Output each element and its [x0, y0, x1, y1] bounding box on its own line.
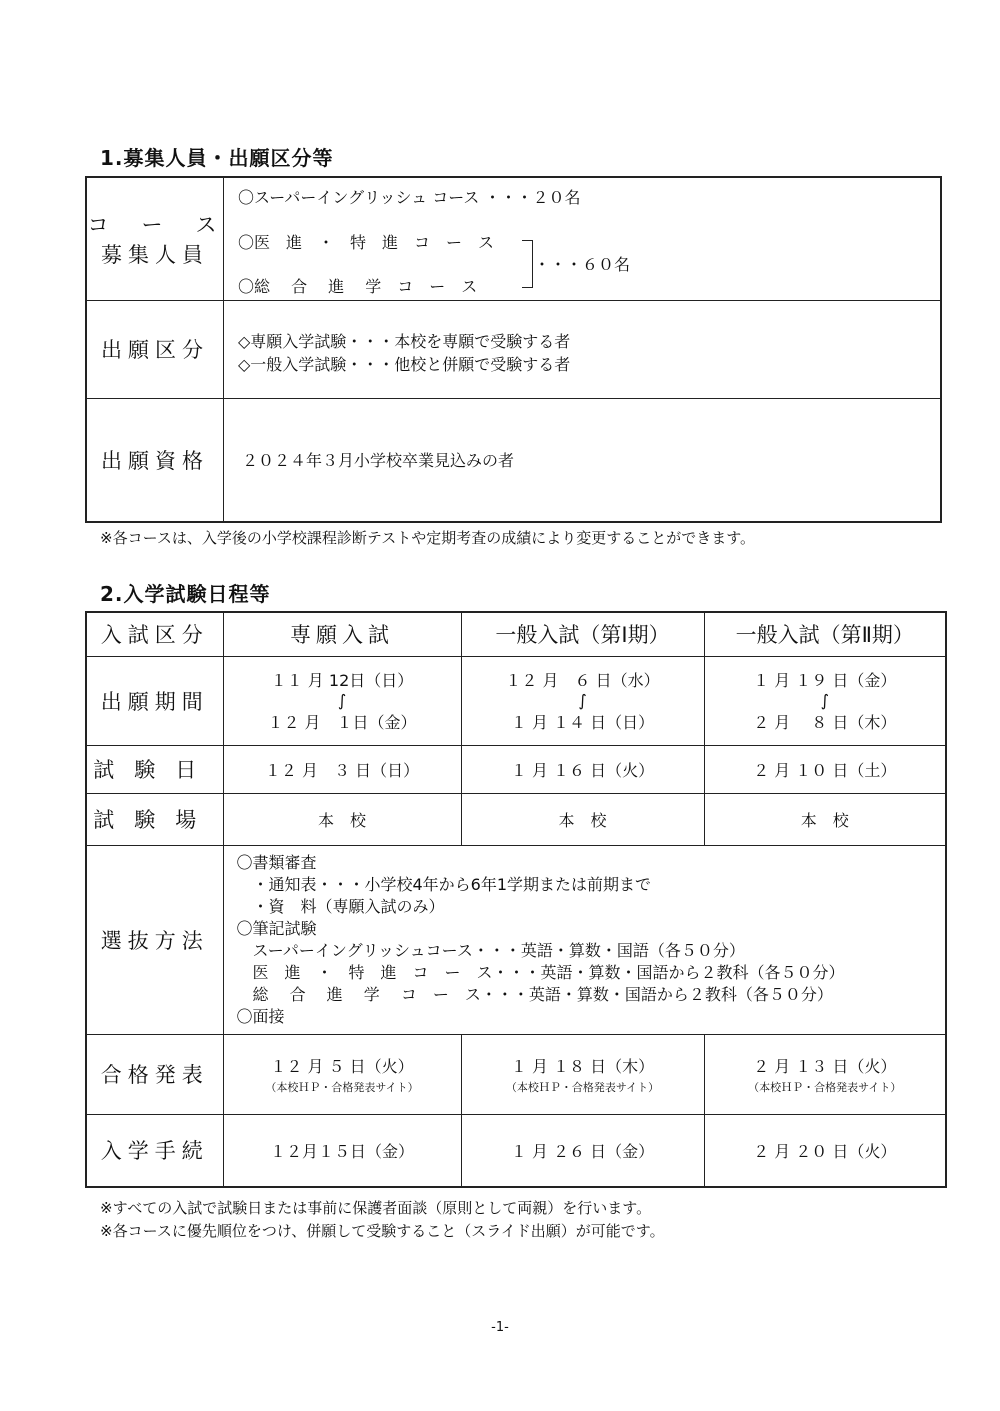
- period-label: 出願期間: [86, 656, 223, 745]
- period-exclusive-sep: ∫: [337, 691, 347, 710]
- period-general-2-sep: ∫: [820, 691, 829, 710]
- course-label-line1: コ ー ス: [87, 212, 223, 237]
- venue-label: 試験場: [86, 793, 223, 845]
- results-general-2-sub: （本校ＨＰ・合格発表サイト）: [748, 1080, 902, 1094]
- results-exclusive-sub: （本校ＨＰ・合格発表サイト）: [265, 1080, 419, 1094]
- selection-content: [223, 845, 946, 1034]
- results-general-1-sub: （本校ＨＰ・合格発表サイト）: [505, 1080, 660, 1094]
- recruitment-table: [85, 176, 942, 523]
- category-line-exclusive: ◇専願入学試験・・・本校を専願で受験する者: [238, 331, 571, 351]
- period-general-1-end: １ 月 １４ 日（日）: [510, 713, 655, 732]
- exam-date-exclusive: １２ 月 ３ 日（日）: [223, 745, 461, 793]
- period-general-1-sep: ∫: [578, 691, 587, 710]
- exam-date-general-1: １ 月 １６ 日（火）: [461, 745, 704, 793]
- enrollment-general-1: １ 月 ２６ 日（金）: [461, 1114, 704, 1187]
- category-content: [224, 300, 942, 398]
- enrollment-general-2: ２ 月 ２０ 日（火）: [704, 1114, 946, 1187]
- venue-exclusive: 本 校: [223, 793, 461, 845]
- period-exclusive-start: １１ 月 12日（日）: [270, 671, 414, 690]
- category-line-general: ◇一般入学試験・・・他校と併願で受験する者: [238, 354, 571, 374]
- course-label-line2: 募集人員: [101, 242, 209, 267]
- qualification-text: ２０２４年３月小学校卒業見込みの者: [224, 398, 942, 522]
- selection-line: 〇書類審査: [236, 852, 317, 872]
- section1-title: 1.募集人員・出願区分等: [100, 146, 334, 170]
- period-general-1: [461, 656, 704, 745]
- selection-line: 医 進 ・ 特 進 コ ー ス・・・英語・算数・国語から２教科（各５０分）: [236, 962, 845, 982]
- selection-line: ・通知表・・・小学校4年から6年1学期または前期まで: [236, 874, 652, 894]
- results-general-2: [704, 1034, 946, 1114]
- selection-label: 選抜方法: [86, 845, 223, 1034]
- results-exclusive: [223, 1034, 461, 1114]
- course-line-english: 〇スーパーイングリッシュ コース ・・・２０名: [238, 188, 581, 207]
- venue-general-2: 本 校: [704, 793, 946, 845]
- period-general-2-end: ２ 月 ８ 日（木）: [753, 713, 897, 732]
- exam-date-label: 試験日: [86, 745, 223, 793]
- results-general-1-date: １ 月 １８ 日（木）: [510, 1056, 655, 1076]
- category-label: 出願区分: [86, 300, 224, 398]
- header-general-1: 一般入試（第Ⅰ期）: [461, 612, 704, 656]
- enrollment-label: 入学手続: [86, 1114, 223, 1187]
- enrollment-exclusive: １２月１５日（金）: [223, 1114, 461, 1187]
- venue-general-1: 本 校: [461, 793, 704, 845]
- course-content: [224, 177, 942, 300]
- section2-note2: ※各コースに優先順位をつけ、併願して受験すること（スライド出願）が可能です。: [100, 1222, 665, 1240]
- header-general-2: 一般入試（第Ⅱ期）: [704, 612, 946, 656]
- results-general-2-date: ２ 月 １３ 日（火）: [753, 1056, 897, 1076]
- selection-line: 〇面接: [236, 1006, 285, 1026]
- header-exclusive: 専願入試: [223, 612, 461, 656]
- selection-line: ・資 料（専願入試のみ）: [236, 896, 445, 916]
- course-group-count: ・・・６０名: [534, 255, 631, 274]
- results-label: 合格発表: [86, 1034, 223, 1114]
- section2-title: 2.入学試験日程等: [100, 582, 271, 606]
- schedule-table: [85, 611, 947, 1188]
- course-line-medical: 〇医 進 ・ 特 進 コ ー ス: [238, 233, 495, 252]
- selection-line: 総 合 進 学 コ ー ス・・・英語・算数・国語から２教科（各５０分）: [236, 984, 833, 1004]
- page-number: -1-: [491, 1320, 509, 1335]
- course-group-brace: [522, 240, 533, 288]
- course-label: [86, 177, 224, 300]
- period-general-2: [704, 656, 946, 745]
- exam-date-general-2: ２ 月 １０ 日（土）: [704, 745, 946, 793]
- section1-note: ※各コースは、入学後の小学校課程診断テストや定期考査の成績により変更することができます。: [100, 529, 756, 547]
- qualification-label: 出願資格: [86, 398, 224, 522]
- section2-note1: ※すべての入試で試験日または事前に保護者面談（原則として両親）を行います。: [100, 1199, 652, 1217]
- period-general-1-start: １２ 月 ６ 日（水）: [505, 671, 660, 690]
- selection-line: スーパーイングリッシュコース・・・英語・算数・国語（各５０分）: [236, 940, 745, 960]
- period-exclusive-end: １２ 月 １日（金）: [267, 713, 417, 732]
- selection-line: 〇筆記試験: [236, 918, 317, 938]
- period-general-2-start: １ 月 １９ 日（金）: [753, 671, 897, 690]
- results-exclusive-date: １２ 月 ５ 日（火）: [270, 1056, 414, 1076]
- course-line-general: 〇総 合 進 学 コ ー ス: [238, 277, 478, 296]
- results-general-1: [461, 1034, 704, 1114]
- period-exclusive: [223, 656, 461, 745]
- header-label: 入試区分: [86, 612, 223, 656]
